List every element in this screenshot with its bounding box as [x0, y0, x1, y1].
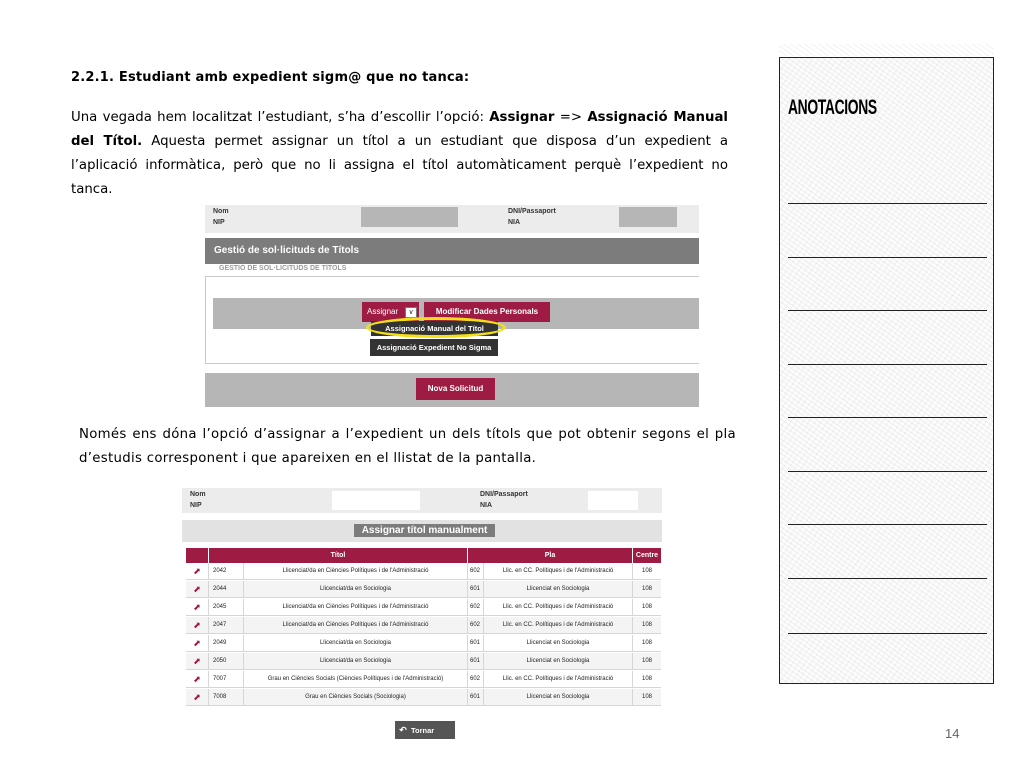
back-arrow-icon: ↶	[399, 725, 407, 735]
row-code: 2050	[209, 653, 244, 669]
row-titol: Llicenciat/da en Sociologia	[244, 635, 468, 651]
note-line	[788, 417, 987, 418]
row-pla: Llic. en CC. Polítiques i de l'Administració	[484, 617, 633, 633]
pointer-arrow-icon[interactable]: ⬈	[186, 635, 209, 651]
student-info-bar-2	[182, 488, 662, 513]
table-row[interactable]	[186, 635, 661, 652]
header-select	[186, 548, 209, 563]
note-line	[788, 364, 987, 365]
pointer-arrow-icon[interactable]: ⬈	[186, 617, 209, 633]
row-centre: 108	[641, 658, 652, 664]
row-pla: Llic. en CC. Polítiques i de l'Administració	[484, 599, 633, 615]
pointer-arrow-icon[interactable]: ⬈	[186, 653, 209, 669]
para1-bold-assignacio: Assignació Manual del Títol.	[71, 110, 728, 149]
page-number: 14	[945, 726, 960, 741]
header-pla: Pla	[468, 548, 633, 563]
row-centre: 108	[641, 694, 652, 700]
row-code: 7008	[209, 689, 244, 705]
modificar-dades-button[interactable]: Modificar Dades Personals	[424, 302, 550, 322]
header-centre: Centre	[635, 552, 659, 559]
row-code: 2044	[209, 581, 244, 597]
chevron-down-icon[interactable]: ∨	[405, 307, 417, 318]
highlight-ellipse	[366, 317, 506, 338]
para1-bold-assignar: Assignar	[489, 110, 555, 125]
row-pla-code: 602	[468, 599, 484, 615]
note-line	[788, 203, 987, 204]
row-pla-code: 602	[468, 671, 484, 687]
row-centre: 108	[641, 676, 652, 682]
para1-text-3: Aquesta permet assignar un títol a un estudiant que disposa d’un expedient a l’aplicació informàtica, però que no li assigna el títol automàticament perquè l’expedient no tanca.	[71, 134, 728, 197]
section-heading: 2.2.1. Estudiant amb expedient sigm@ que no tanca:	[71, 70, 470, 85]
nia-label: NIA	[508, 219, 521, 226]
nom-label: Nom	[213, 208, 229, 215]
row-centre: 108	[641, 640, 652, 646]
gestio-title: Gestió de sol·licituds de Títols	[214, 245, 360, 256]
row-centre: 108	[641, 568, 652, 574]
row-titol: Llicenciat/da en Ciències Polítiques i de l'Administració	[244, 617, 468, 633]
row-centre: 108	[641, 622, 652, 628]
dni-label-2: DNI/Passaport	[480, 491, 528, 498]
note-line	[788, 471, 987, 472]
row-centre: 108	[641, 586, 652, 592]
row-pla-code: 601	[468, 635, 484, 651]
screenshot-assignar-titol	[182, 488, 662, 738]
pointer-arrow-icon[interactable]: ⬈	[186, 671, 209, 687]
dni-value-box	[619, 207, 677, 227]
para1-text-1: Una vegada hem localitzat l’estudiant, s’ha d’escollir l’opció:	[71, 110, 490, 125]
para1-text-2: =>	[554, 110, 588, 125]
row-code: 7007	[209, 671, 244, 687]
nom-label-2: Nom	[190, 491, 206, 498]
pointer-arrow-icon[interactable]: ⬈	[186, 563, 209, 579]
nom-value-box	[361, 207, 458, 227]
row-titol: Grau en Ciències Socials (Sociologia)	[244, 689, 468, 705]
row-pla: Llic. en CC. Polítiques i de l'Administració	[484, 671, 633, 687]
nip-label-2: NIP	[190, 502, 202, 509]
nip-label: NIP	[213, 219, 225, 226]
table-row[interactable]	[186, 563, 661, 580]
row-code: 2045	[209, 599, 244, 615]
table-row[interactable]	[186, 617, 661, 634]
screenshot-gestio-solicituds	[205, 205, 699, 407]
table-row[interactable]	[186, 671, 661, 688]
dni-label: DNI/Passaport	[508, 208, 556, 215]
menu-item-assignacio-manual[interactable]: Assignació Manual del Títol	[371, 321, 498, 336]
row-pla-code: 602	[468, 563, 484, 579]
notes-texture-top	[779, 44, 994, 56]
annotations-title: ANOTACIONS	[788, 96, 877, 119]
row-titol: Llicenciat/da en Sociologia	[244, 653, 468, 669]
row-pla-code: 601	[468, 689, 484, 705]
assignar-label: Assignar	[367, 307, 399, 316]
pointer-arrow-icon[interactable]: ⬈	[186, 689, 209, 705]
student-info-bar	[205, 205, 699, 233]
nom-value-box-2	[332, 491, 420, 510]
row-code: 2042	[209, 563, 244, 579]
note-line	[788, 310, 987, 311]
row-pla: Llicenciat en Sociologia	[484, 689, 633, 705]
note-line	[788, 633, 987, 634]
table-row[interactable]	[186, 689, 661, 706]
annotations-panel	[779, 57, 994, 684]
row-pla-code: 602	[468, 617, 484, 633]
second-paragraph: Només ens dóna l’opció d’assignar a l’expedient un dels títols que pot obtenir segons el pla d’estudis corresponent i que apareixen en el llistat de la pantalla.	[79, 427, 736, 466]
row-pla: Llicenciat en Sociologia	[484, 653, 633, 669]
row-titol: Llicenciat/da en Ciències Polítiques i de l'Administració	[244, 563, 468, 579]
table-row[interactable]	[186, 599, 661, 616]
tornar-button[interactable]	[395, 721, 455, 739]
row-pla: Llicenciat en Sociologia	[484, 581, 633, 597]
row-pla: Llicenciat en Sociologia	[484, 635, 633, 651]
row-titol: Llicenciat/da en Sociologia	[244, 581, 468, 597]
table-row[interactable]	[186, 581, 661, 598]
menu-item-assignacio-expedient[interactable]: Assignació Expedient No Sigma	[370, 339, 498, 356]
nia-label-2: NIA	[480, 502, 493, 509]
row-code: 2047	[209, 617, 244, 633]
intro-paragraph	[71, 106, 728, 202]
row-code: 2049	[209, 635, 244, 651]
tornar-label: Tornar	[411, 726, 435, 735]
header-titol: Títol	[209, 548, 468, 563]
note-line	[788, 257, 987, 258]
nova-solicitud-button[interactable]: Nova Solicitud	[416, 378, 495, 400]
row-centre: 108	[641, 604, 652, 610]
table-header	[186, 548, 661, 563]
gestio-legend: GESTIÓ DE SOL·LICITUDS DE TÍTOLS	[215, 265, 350, 272]
row-titol: Llicenciat/da en Ciències Polítiques i de l'Administració	[244, 599, 468, 615]
assignar-title: Assignar títol manualment	[354, 524, 495, 537]
row-pla-code: 601	[468, 653, 484, 669]
row-titol: Grau en Ciències Socials (Ciències Polítiques i de l'Administració)	[244, 671, 468, 687]
note-line	[788, 524, 987, 525]
row-pla: Llic. en CC. Polítiques i de l'Administració	[484, 563, 633, 579]
row-pla-code: 601	[468, 581, 484, 597]
note-line	[788, 578, 987, 579]
pointer-arrow-icon[interactable]: ⬈	[186, 581, 209, 597]
gestio-title-bar	[205, 238, 699, 264]
pointer-arrow-icon[interactable]: ⬈	[186, 599, 209, 615]
dni-value-box-2	[588, 491, 638, 510]
table-row[interactable]	[186, 653, 661, 670]
